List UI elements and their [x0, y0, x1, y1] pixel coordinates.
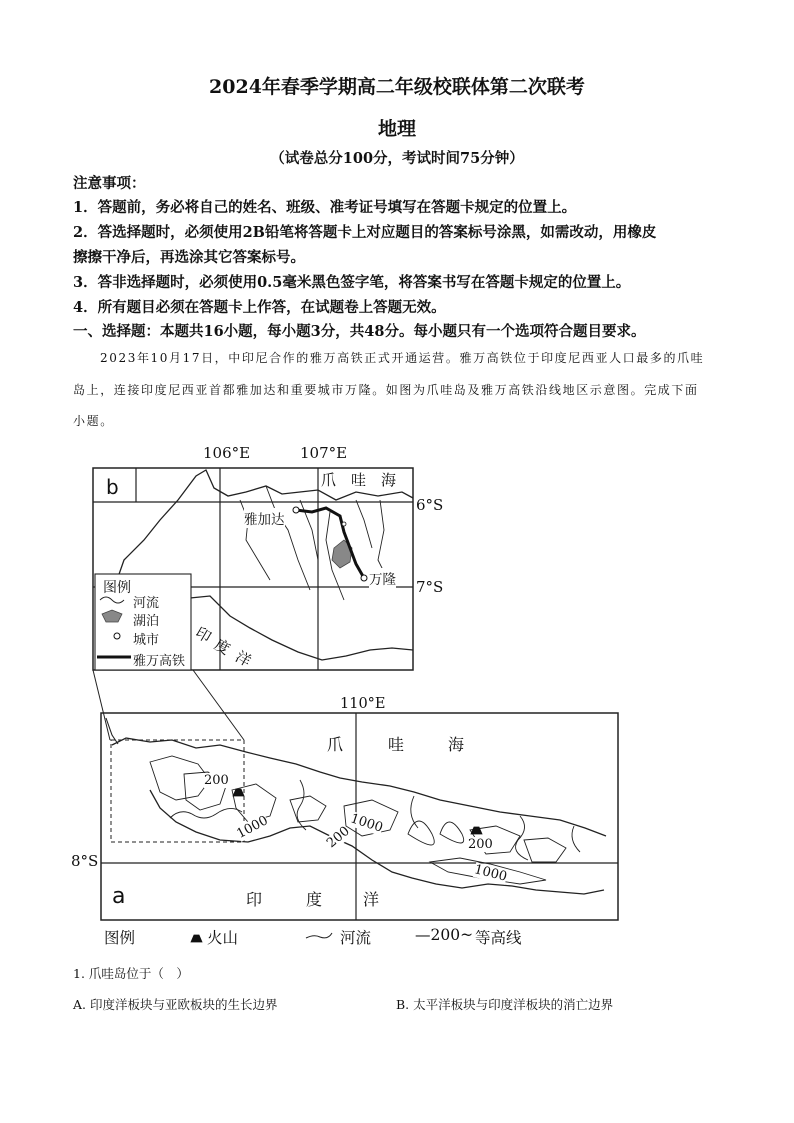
contour-label: 1000 — [348, 811, 385, 836]
contour-label: 1000 — [234, 813, 271, 842]
instruction-item-1: 1．答题前，务必将自己的姓名、班级、准考证号填写在答题卡规定的位置上。 — [73, 199, 577, 216]
question-1-option-a: A. 印度洋板块与亚欧板块的生长边界 — [73, 997, 278, 1012]
map-b-city-bandung: 万隆 — [369, 568, 396, 588]
map-b-lon-107: 107°E — [300, 444, 348, 462]
map-b-ocean-char-3: 洋 — [232, 647, 255, 671]
map-a-lat-8: 8°S — [71, 852, 99, 870]
map-b-lon-106: 106°E — [203, 444, 251, 462]
map-b-ocean-char-2: 度 — [211, 635, 234, 659]
map-a-legend-title: 图例 — [104, 929, 136, 947]
question-1-option-b: B. 太平洋板块与印度洋板块的消亡边界 — [396, 997, 614, 1012]
passage-line-2: 岛上，连接印度尼西亚首都雅加达和重要城市万隆。如图为爪哇岛及雅万高铁沿线地区示意图。完成下面 — [73, 383, 699, 397]
map-b-lat-7: 7°S — [416, 578, 444, 596]
contour-label: 200 — [204, 773, 229, 788]
map-b-city-jakarta: 雅加达 — [244, 508, 285, 528]
passage-line-1: 2023年10月17日，中印尼合作的雅万高铁正式开通运营。雅万高铁位于印度尼西亚人口最多的爪哇 — [100, 351, 705, 365]
map-b-legend-railway: 雅万高铁 — [133, 654, 186, 669]
map-b-lat-6: 6°S — [416, 496, 444, 514]
passage-line-3: 小题。 — [73, 414, 114, 428]
instruction-item-2-line-1: 2．答选择题时，必须使用2B铅笔将答题卡上对应题目的答案标号涂黑，如需改动，用橡皮 — [73, 224, 657, 241]
map-a-lon-110: 110°E — [340, 696, 386, 712]
map-a-sea-char-2: 哇 — [388, 735, 405, 754]
exam-subject: 地理 — [377, 118, 416, 140]
instruction-item-3: 3．答非选择题时，必须使用0.5毫米黑色签字笔，将答案书写在答题卡规定的位置上。 — [73, 274, 631, 291]
contour-label: 200 — [324, 823, 353, 852]
map-a-sea-char-3: 海 — [448, 735, 465, 754]
map-b-ocean-char-1: 印 — [192, 623, 215, 647]
map-a-sea-char-1: 爪 — [327, 735, 344, 754]
map-b-legend-city: 城市 — [133, 633, 160, 648]
map-a-legend-river: 河流 — [340, 929, 372, 947]
map-a-panel-label: a — [112, 884, 126, 909]
map-b-panel-label: b — [106, 475, 119, 499]
map-a-legend-contour: 等高线 — [475, 929, 522, 947]
exam-note: （试卷总分100分，考试时间75分钟） — [270, 150, 524, 167]
map-a-legend-volcano: 火山 — [207, 929, 239, 947]
map-b-legend-lake: 湖泊 — [133, 614, 160, 629]
instruction-item-4: 4．所有题目必须在答题卡上作答，在试题卷上答题无效。 — [73, 299, 446, 316]
contour-label: 200 — [468, 837, 493, 852]
map-a-ocean-char-1: 印 — [246, 890, 263, 909]
exam-title: 2024年春季学期高二年级校联体第二次联考 — [209, 76, 585, 98]
map-b-sea-label: 爪 哇 海 — [321, 471, 397, 489]
question-1-stem: 1. 爪哇岛位于（ ） — [73, 966, 189, 981]
section-title: 一、选择题：本题共16小题，每小题3分，共48分。每小题只有一个选项符合题目要求。 — [73, 323, 646, 340]
instructions-heading: 注意事项： — [73, 175, 146, 192]
map-a-ocean-char-2: 度 — [306, 890, 323, 909]
map-b-legend-title: 图例 — [103, 580, 131, 596]
map-a-legend-contour-symbol: —200~ — [415, 926, 474, 944]
map-b-legend-river: 河流 — [133, 596, 160, 611]
instruction-item-2-line-2: 擦擦干净后，再选涂其它答案标号。 — [73, 249, 305, 266]
map-a-ocean-char-3: 洋 — [363, 890, 380, 909]
contour-label: 1000 — [472, 862, 509, 885]
